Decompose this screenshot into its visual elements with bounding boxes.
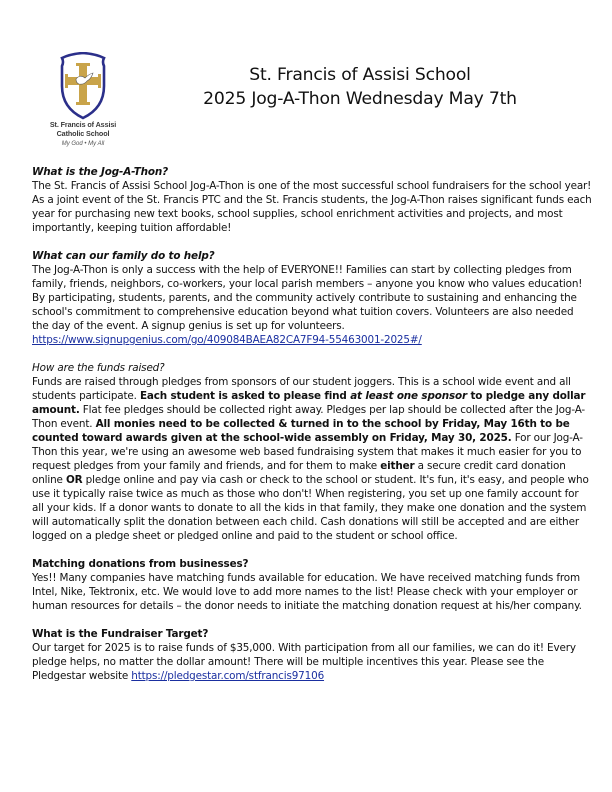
title-line-school: St. Francis of Assisi School — [249, 65, 471, 85]
logo-tagline: My God • My All — [61, 141, 105, 147]
section-heading: How are the funds raised? — [32, 362, 165, 374]
section-matching-donations — [32, 557, 592, 613]
text-part: pledge online and pay via cash or check to the school or student. It's fun, it's easy, and people who use it typically raise twice as much as those who don't! When registering, you set up one family account for all your kids. If a donor wants to donate to all the kids in that family, they make one donation and the system will automatically split the donation between each child. Cash donations will still be accepted and are either logged on a pledge sheet or pledged online and paid to the student or school office. — [32, 474, 589, 542]
text-part-bold: Each student is asked to please find — [139, 390, 351, 402]
document-body — [32, 165, 592, 697]
pledgestar-link[interactable]: https://pledgestar.com/stfrancis97106 — [131, 670, 325, 682]
section-body — [32, 263, 592, 347]
section-how-to-help — [32, 249, 592, 347]
school-logo — [38, 52, 128, 172]
logo-text-line2: Catholic School — [56, 129, 110, 138]
text-part-bold: either — [380, 460, 415, 472]
text-part-bold: All monies need to be collected & turned in to the school by Friday, May 16th to be counted toward awards given at the school-wide assembly on Friday, May 30, 2025. — [32, 418, 570, 444]
section-body: Yes!! Many companies have matching funds available for education. We have received matching funds from Intel, Nike, Tektronix, etc. We would love to add more names to the list! Please check with your employer or human resources for details – the donor needs to initiate the matching donation request at his/her company. — [32, 572, 582, 612]
section-body — [32, 375, 592, 543]
text-part-bold: to pledge any dollar amount. — [32, 390, 586, 416]
logo-text-line1: St. Francis of Assisi — [49, 120, 117, 129]
section-body — [32, 641, 592, 683]
section-how-funds-raised — [32, 361, 592, 543]
text-part: For our Jog-A-Thon this year, we're using an awesome web based fundraising system that makes it much easier for you to request pledges from your family and friends, and for them to make — [32, 432, 583, 472]
section-heading: What is the Jog-A-Thon? — [32, 166, 169, 178]
shield-cross-dove-icon — [58, 52, 108, 120]
text-part-bold: OR — [65, 474, 83, 486]
page-title — [150, 63, 570, 111]
section-what-is — [32, 165, 592, 235]
title-line-event: 2025 Jog-A-Thon Wednesday May 7th — [203, 89, 517, 109]
text-part-bold-italic: at least one sponsor — [350, 390, 467, 402]
text-part: Funds are raised through pledges from sponsors of our student joggers. This is a school wide event and all students participate. — [32, 376, 571, 402]
section-text: Our target for 2025 is to raise funds of $35,000. With participation from all our families, we can do it! Every pledge helps, no matter the dollar amount! There will be multiple incentives this year. Please see the Pledgestar website — [32, 642, 576, 682]
text-part: a secure credit card donation online — [32, 460, 566, 486]
section-heading: What can our family do to help? — [32, 250, 215, 262]
section-fundraiser-target — [32, 627, 592, 683]
text-part: Flat fee pledges should be collected right away. Pledges per lap should be collected after the Jog-A-Thon event. — [32, 404, 586, 430]
section-heading: What is the Fundraiser Target? — [32, 628, 209, 640]
section-body: The St. Francis of Assisi School Jog-A-Thon is one of the most successful school fundraisers for the school year! As a joint event of the St. Francis PTC and the St. Francis students, the Jog-A-Thon raises significant funds each year for purchasing new text books, school supplies, school enrichment activities and projects, and most importantly, keeping tuition affordable! — [32, 180, 592, 234]
section-text: The Jog-A-Thon is only a success with the help of EVERYONE!! Families can start by collecting pledges from family, friends, neighbors, co-workers, your local parish members – anyone you know who values education! By participating, students, parents, and the community actively contribute to sustaining and enhancing the school's commitment to comprehensive education beyond what tuition covers. Volunteers are also needed the day of the event. A signup genius is set up for volunteers. — [32, 264, 583, 332]
section-heading: Matching donations from businesses? — [32, 558, 249, 570]
signupgenius-link[interactable]: https://www.signupgenius.com/go/409084BAEA82CA7F94-55463001-2025#/ — [32, 334, 422, 346]
